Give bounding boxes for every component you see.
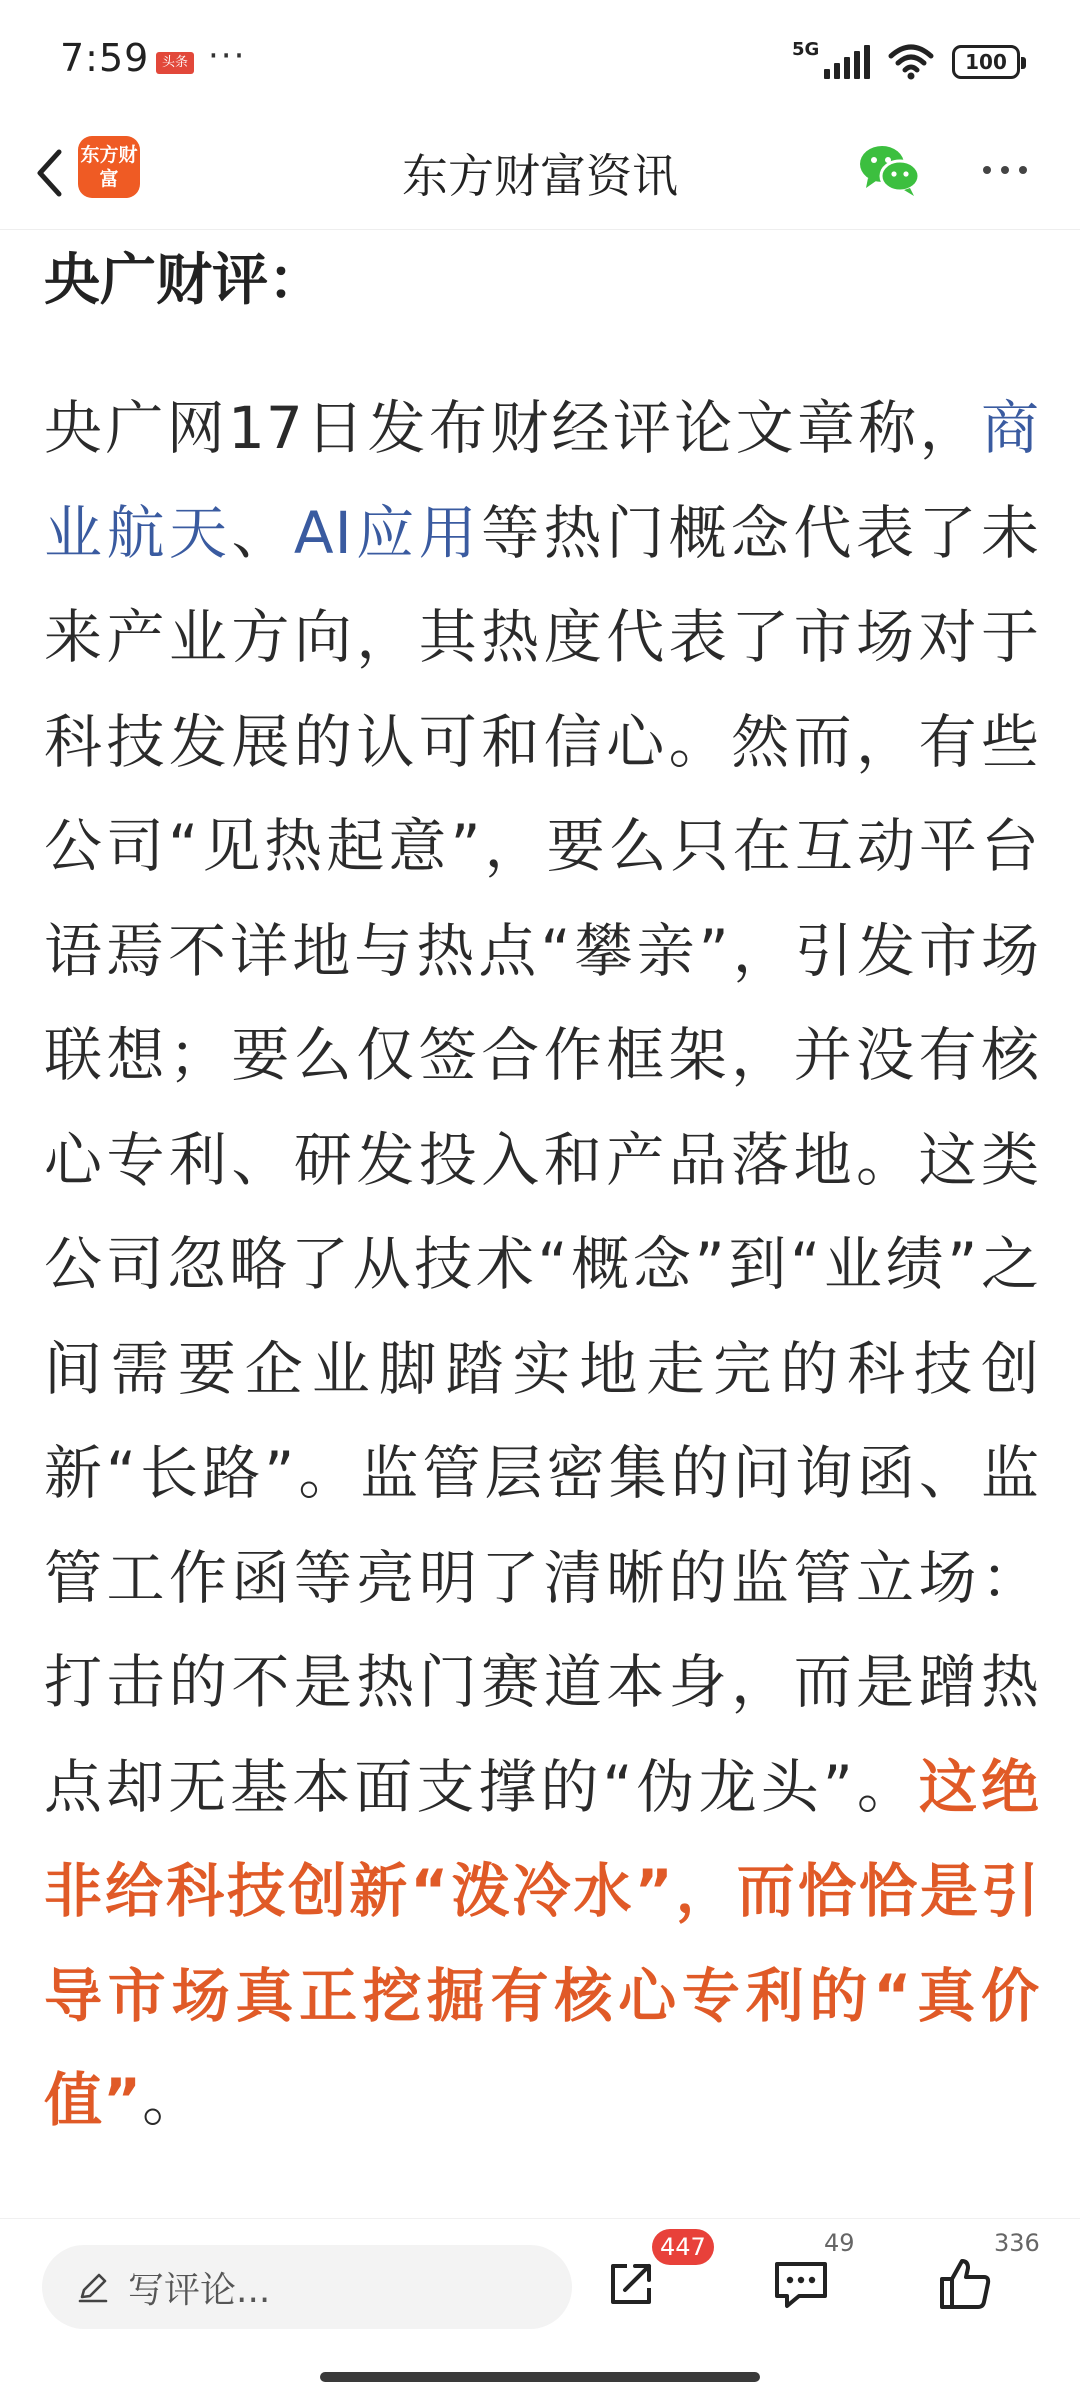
comment-count: 49 <box>824 2229 855 2257</box>
wifi-icon <box>888 44 934 80</box>
like-button[interactable] <box>930 2249 1000 2319</box>
network-type-label: 5G <box>792 39 820 60</box>
stock-concept-link-commercial-space[interactable]: 商业航天 <box>44 394 1040 567</box>
notification-more-icon: ··· <box>208 36 247 76</box>
bottom-action-bar <box>0 2218 1080 2368</box>
status-indicators <box>792 39 1020 84</box>
pencil-icon <box>76 2270 110 2304</box>
comments-button[interactable] <box>766 2249 836 2319</box>
status-time: 7:59 <box>60 36 150 80</box>
more-options-button[interactable] <box>972 140 1038 200</box>
wechat-share-button[interactable] <box>858 140 922 200</box>
battery-level: 100 <box>965 50 1007 74</box>
article-text: 、 <box>231 498 294 567</box>
comment-input[interactable] <box>42 2245 572 2329</box>
thumbs-up-icon <box>936 2255 994 2313</box>
nav-header <box>0 120 1080 230</box>
article-text: 等热门概念代表了未来产业方向，其热度代表了市场对于科技发展的认可和信心。然而，有些公司“见热起意”，要么只在互动平台语焉不详地与热点“攀亲”，引发市场联想；要么仅签合作框架，并没有核心专利、研发投入和产品落地。这类公司忽略了从技术“概念”到“业绩”之间需要企业脚踏实地走完的科技创新“长路”。监管层密集的问询函、监管工作函等亮明了清晰的监管立场：打击的不是热门赛道本身，而是蹭热点却无基本面支撑的“伪龙头”。 <box>44 498 1040 1821</box>
article-content <box>44 236 1040 2153</box>
highlighted-text: 这绝非给科技创新“泼冷水”，而恰恰是引导市场真正挖掘有核心专利的“真价值” <box>44 1752 1040 2134</box>
status-bar <box>0 0 1080 120</box>
share-button[interactable] <box>596 2249 666 2319</box>
share-count-badge: 447 <box>652 2229 714 2265</box>
stock-concept-link-ai-application[interactable]: AI应用 <box>293 498 482 567</box>
battery-icon <box>952 45 1020 79</box>
eastmoney-logo[interactable]: 东方财富 <box>78 136 140 198</box>
share-icon <box>603 2256 659 2312</box>
section-heading: 央广财评： <box>44 248 324 313</box>
more-horizontal-icon <box>983 166 991 174</box>
home-indicator[interactable] <box>320 2372 760 2382</box>
cellular-signal-icon <box>792 39 870 79</box>
article-text: 。 <box>142 2066 202 2134</box>
article-text: 央广网17日发布财经评论文章称， <box>44 394 981 462</box>
page-title: 东方财富资讯 <box>402 149 678 203</box>
wechat-icon <box>858 140 922 200</box>
comment-placeholder: 写评论... <box>128 2269 271 2311</box>
article-paragraph <box>44 376 1040 2153</box>
toutiao-app-icon: 头条 <box>156 52 194 74</box>
like-count: 336 <box>994 2229 1040 2257</box>
comment-icon <box>771 2256 831 2312</box>
